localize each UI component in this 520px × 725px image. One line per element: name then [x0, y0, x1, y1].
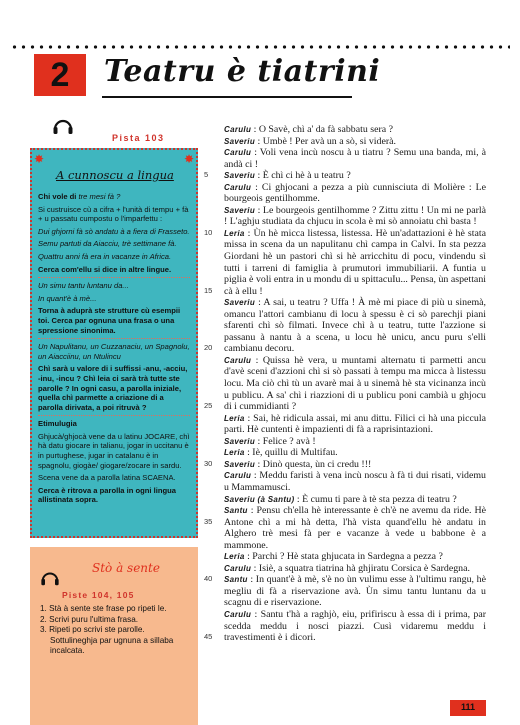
- dialogue-line: [224, 494, 486, 506]
- step-item: 1. Stà à sente ste frase po ripeti le.: [40, 604, 167, 613]
- line-number: 30: [204, 458, 213, 468]
- chapter-number-box: [34, 54, 86, 96]
- dialogue-line: [224, 505, 486, 551]
- chapter-title: Teatru è tiatrini: [104, 54, 381, 89]
- speaker-name: Saveriu: [224, 205, 256, 215]
- dialogue-speech: : Ùn hè micca listessa, listessa. Hè un'adattazioni è hè stata missa in scena da un napulitanu chì campa in Calvi. In sta pezza Giordani hè un pastori chì si hè arricchitu di pocu, vindendu sì tutti i tarreni di famiglia à prumutori immubiliarii. A funtia u piglia è voli entra in u mondu di u spittacuIu... Pensa, ùn aspettani cà à ellu !: [224, 227, 486, 297]
- listening-box-title: Stò à sente: [92, 561, 160, 575]
- title-underline: [102, 96, 352, 98]
- dialogue-speech: : Umbè ! Per avà un a sò, si viderà.: [255, 135, 396, 147]
- dialogue-speech: : Meddu faristi à vena incù noscu à fà ti dui risati, videmu u Mammamusci.: [224, 470, 486, 493]
- grammar-example: Quattru anni fà era in vacanze in Africa.: [38, 251, 172, 261]
- step-item: 2. Scrivi puru l'ultima frasa.: [40, 614, 139, 624]
- dialogue-line: [224, 563, 486, 575]
- grammar-text: Chì sarà u valore di i suffissi -anu, -acciu, -inu, -incu ? Chì leia ci sarà trà tutte ste parolle ? In ogni casu, a parolla iniziale, quella chì parmette a criazione di a parolla dirivata, a poi ritruvà ?: [38, 364, 188, 412]
- grammar-text: tre mesi fà ?: [76, 192, 121, 201]
- grammar-example: Un simu tantu luntanu da...: [38, 281, 129, 291]
- speaker-name: Leria: [224, 448, 245, 458]
- grammar-text: Chi vole di: [38, 192, 77, 201]
- speaker-name: Santu: [224, 506, 248, 516]
- dialogue-line: [224, 459, 486, 471]
- line-number: 15: [204, 285, 213, 295]
- speaker-name: Carulu: [224, 609, 252, 619]
- dialogue-speech: : Pensu ch'ella hè interessante è ch'è ne avemu da ride. Hè Antone chì a mi hà detta, l'hà vista quand'ellu hè andatu in Alghero trè mesi fà per e vacanze à vede u babbone è a mammone.: [224, 505, 486, 551]
- grammar-text: Cerca è ritrova a parolla in ogni lingua allistinata sopra.: [38, 485, 176, 505]
- speaker-name: Santu: [224, 575, 248, 585]
- grammar-example: Semu partuti da Aiacciu, trè settimane fà.: [38, 239, 177, 249]
- star-icon: ✸: [183, 152, 194, 166]
- speaker-name: Carulu: [224, 471, 252, 481]
- dialogue-speech: : In quant'è à mè, s'è no ùn vulimu esse à l'ultimu rangu, hè megliu di fà a riservazione avà. Ùn simu tantu luntanu da u scagnu di e riservazione.: [224, 574, 486, 609]
- dialogue-speech: : Sai, hè ridicula assai, mi anu dittu. Filici ci hà una piccula parti. Hè cuntenti è impazienti di fà a raprisintazioni.: [224, 412, 486, 436]
- dialogue-line: [224, 136, 486, 148]
- speaker-name: Saveriu: [224, 171, 256, 181]
- dialogue-speech: : Parchi ? Hè stata ghjucata in Sardegna a pezza ?: [244, 551, 443, 563]
- page-number-box: [450, 700, 486, 716]
- grammar-heading: Etimulugia: [38, 419, 77, 429]
- dialogue-speech: : Dinò questa, ùn ci credu !!!: [255, 458, 372, 470]
- grammar-box-title: A cunnoscu a lingua: [56, 168, 174, 182]
- dialogue-speech: : A sai, u teatru ? Uffa ! À mè mi piace di più u sinemà, omancu l'attori cambianu di locu à spessu è ci sò parechji piani sfarenti chì sò filmati. Invece chì à u teatru, tutte l'azzione si passanu à nantu à a scena, u locu hè unicu, ancu puru s'elli cambianu decoru.: [224, 297, 486, 355]
- divider: [38, 277, 190, 278]
- dialogue-line: [224, 436, 486, 448]
- line-number: 25: [204, 401, 213, 411]
- dialogue-line: [224, 228, 486, 297]
- grammar-text: Ghjucà/ghjocà vene da u latinu JOCARE, chì hà datu giocare in talianu, jogar in uccitanu è in purtughese, jugar in catalanu è in spagnolu, giogàe/ giogare/zocare in sardu.: [38, 431, 190, 470]
- dialogue-line: [224, 205, 486, 228]
- dialogue-line: [224, 147, 486, 170]
- dialogue-line: [224, 182, 486, 205]
- dialogue-line: [224, 447, 486, 459]
- dialogue-line: [224, 413, 486, 436]
- dialogue-speech: : Santu t'hà a raghjò, eiu, prifiriscu à essa di i prima, par scedda meddu i nosci piazzi. Cusì vidaremu meddu i travestimenti è i dicori.: [224, 608, 486, 644]
- speaker-name: Saveriu: [224, 436, 256, 446]
- dialogue-speech: : Ci ghjocani a pezza a più cunnisciuta di Molière : Le bourgeois gentilhomme.: [224, 181, 486, 205]
- dialogue-speech: : Isiè, a squatra tiatrina hà ghjiratu Corsica è Sardegna.: [251, 562, 470, 574]
- speaker-name: Carulu: [224, 563, 252, 573]
- dialogue-text: [224, 124, 486, 644]
- headphones-icon: [40, 568, 60, 588]
- dialogue-line: [224, 124, 486, 136]
- grammar-example: Un Napulitanu, un Cuzzanaciu, un Spagnolu, un Aiacciinu, un Ntulincu: [38, 342, 190, 361]
- chapter-number: 2: [50, 55, 70, 94]
- dialogue-line: [224, 574, 486, 609]
- speaker-name: Leria: [224, 413, 245, 423]
- dialogue-line: [224, 470, 486, 493]
- star-icon: ✸: [34, 152, 45, 166]
- grammar-example: In quant'è à mè...: [38, 293, 97, 303]
- dialogue-line: [224, 609, 486, 644]
- headphones-icon: [52, 115, 74, 137]
- speaker-name: Carulu: [224, 182, 252, 192]
- line-number: 35: [204, 516, 213, 526]
- speaker-name: Carulu: [224, 125, 252, 134]
- dialogue-speech: : Quissa hè vera, u muntami alternatu ti parmetti ancu d'avè sceni d'azzioni chì si sò passati à tempu ma micca à listessu locu. Ma ciò chì tù un avarè mai à u sinemà hè sta vicinanza incù u publicu. A sa' chì i riazzioni di u publicu poni cambià u ghjocu di i cummidianti ?: [224, 354, 486, 413]
- speaker-name: Leria: [224, 228, 245, 238]
- speaker-name: Saveriu: [224, 459, 256, 469]
- dialogue-line: [224, 355, 486, 413]
- piste-label: Piste 104, 105: [62, 590, 135, 600]
- pista-label: Pista 103: [112, 133, 165, 143]
- dialogue-speech: : È cumu ti pare à tè sta pezza di teatru ?: [294, 493, 457, 505]
- speaker-name: Saveriu: [224, 136, 256, 146]
- dialogue-line: [224, 170, 486, 182]
- divider: [38, 338, 190, 339]
- line-number: 45: [204, 632, 213, 642]
- dialogue-speech: : È chì ci hè à u teatru ?: [255, 170, 351, 182]
- dialogue-speech: : Felice ? avà !: [255, 435, 316, 447]
- dialogue-speech: : Voli vena incù noscu à u tiatru ? Semu una banda, mi, à andà ci !: [224, 147, 486, 170]
- grammar-text: Scena vene da a parolla latina SCAENA.: [38, 473, 176, 483]
- speaker-name: Saveriu (à Santu): [224, 494, 295, 504]
- grammar-text: Torna à aduprà ste strutture cù esempii toi. Cerca par ognuna una frasa o una spressione sinonima.: [38, 306, 181, 335]
- step-item: 3. Ripeti po scrivi ste parolle. Sottulineghja par ugnuna a sillaba incalcata.: [40, 625, 174, 656]
- speaker-name: Carulu: [224, 148, 252, 158]
- dialogue-line: [224, 551, 486, 563]
- dialogue-line: [224, 297, 486, 355]
- line-number: 40: [204, 574, 213, 584]
- page-number: 111: [460, 702, 476, 712]
- line-number: 10: [204, 227, 213, 237]
- dialogue-speech: : Le bourgeois gentilhomme ? Zittu zittu ! Un mi ne parlà ! L'aghju studiata da chjucu in scola è mi sò annoiatu chì basta !: [224, 204, 486, 228]
- line-number: 5: [204, 170, 209, 180]
- dialogue-speech: : Iè, quillu di Multifau.: [244, 447, 338, 459]
- speaker-name: Carulu: [224, 355, 252, 365]
- line-number: 20: [204, 343, 213, 353]
- grammar-box-body: [38, 192, 190, 508]
- grammar-text: Cerca com'ellu si dice in altre lingue.: [38, 264, 172, 274]
- grammar-text: Si custruisce cù a cifra + l'unità di tempu + fà + u passatu cumpostu o l'imparfettu :: [38, 204, 189, 224]
- grammar-example: Dui ghjorni fà sò andatu à a fiera di Frasseto.: [38, 226, 190, 236]
- speaker-name: Leria: [224, 552, 245, 562]
- dialogue-speech: : O Savè, chì a' da fà sabbatu sera ?: [251, 124, 394, 135]
- speaker-name: Saveriu: [224, 298, 256, 308]
- dotted-rule: [10, 44, 510, 50]
- grammar-box: [30, 148, 198, 538]
- listening-steps: [40, 604, 192, 657]
- divider: [38, 415, 190, 416]
